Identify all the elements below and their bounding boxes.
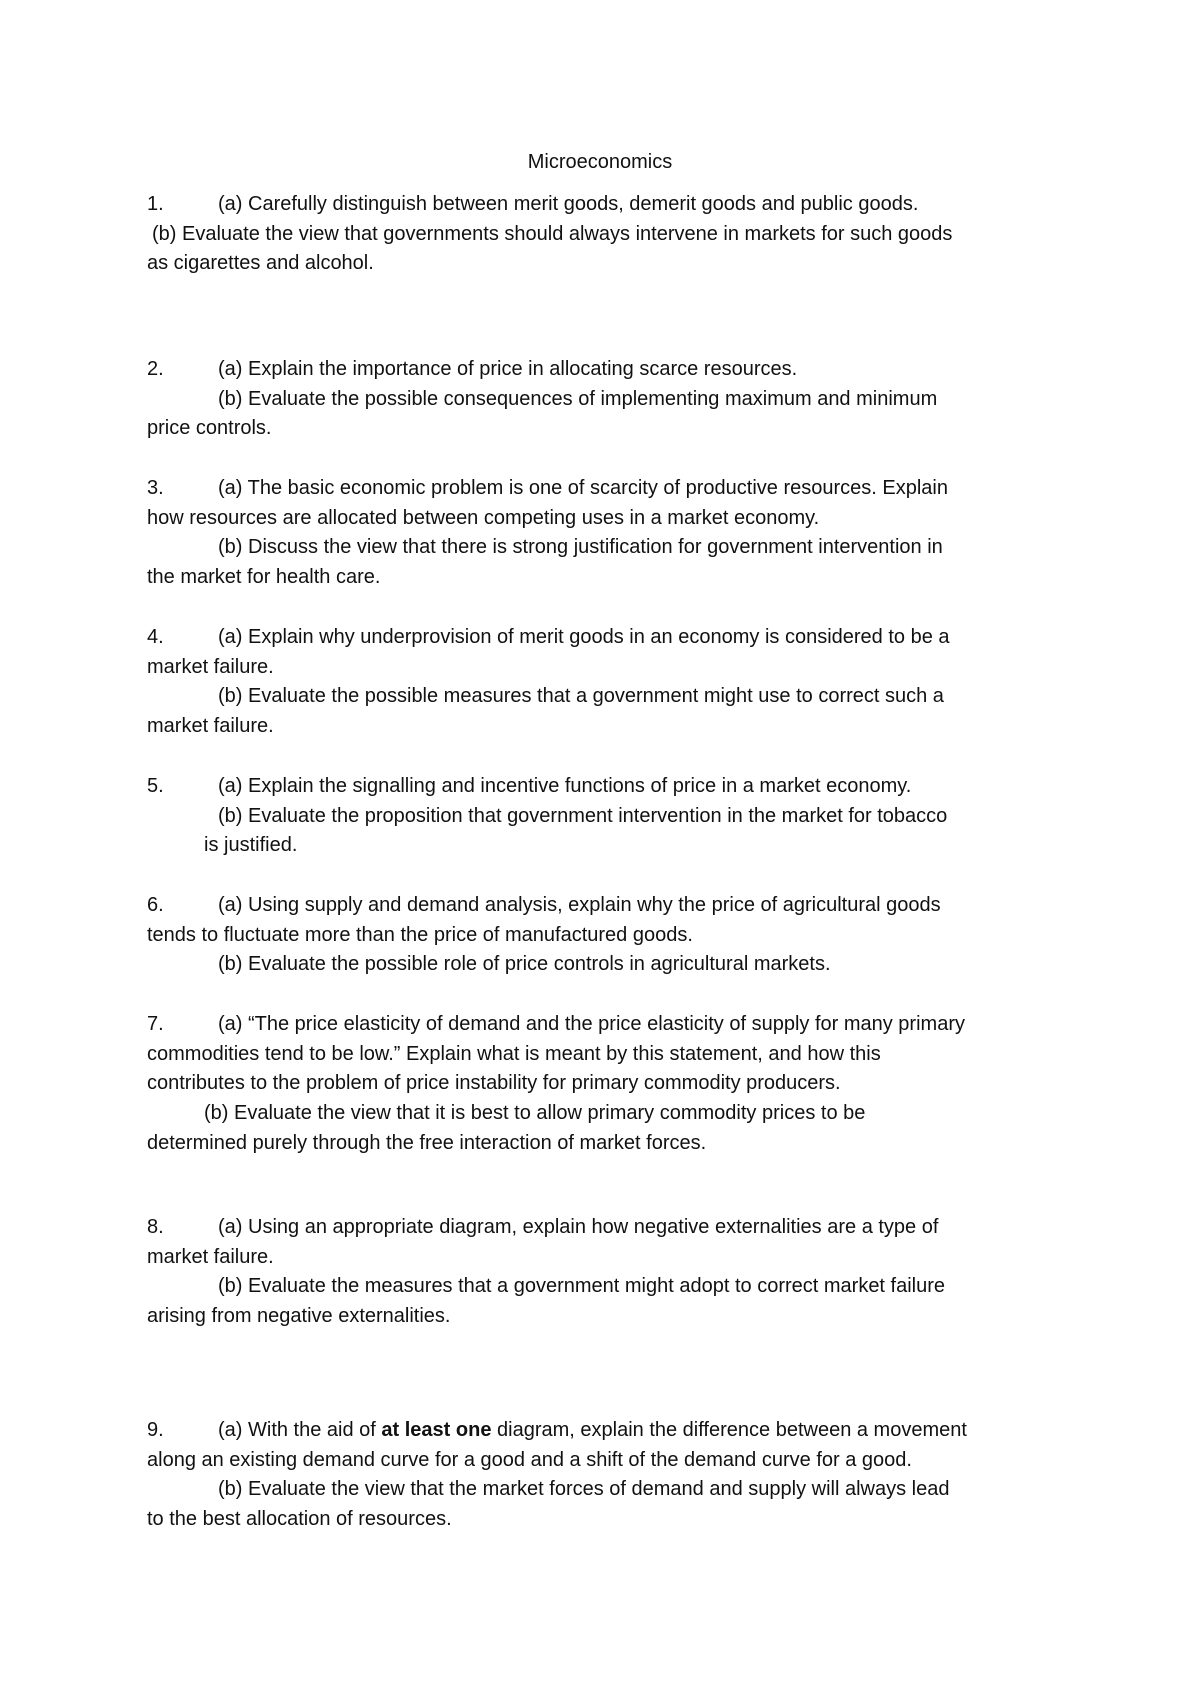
question-part-a-cont: market failure. (147, 655, 274, 678)
question-part-b-cont: price controls. (147, 417, 272, 440)
question-number: 6. (147, 894, 164, 916)
question-number: 9. (147, 1419, 164, 1441)
question-8 (147, 1213, 1077, 1332)
question-part-a: (a) Explain the importance of price in allocating scarce resources. (218, 358, 798, 380)
question-part-a-cont: how resources are allocated between competing uses in a market economy. (147, 506, 820, 529)
question-number: 8. (147, 1216, 164, 1238)
question-number: 2. (147, 358, 164, 380)
question-part-b-cont: determined purely through the free interaction of market forces. (147, 1131, 707, 1154)
question-part-a-cont: commodities tend to be low.” Explain what is meant by this statement, and how this (147, 1042, 881, 1065)
bold-emphasis: at least one (381, 1419, 492, 1441)
question-part-b-cont: market failure. (147, 715, 274, 738)
question-part-a: (a) Using an appropriate diagram, explain how negative externalities are a type of (218, 1216, 939, 1238)
question-number: 5. (147, 775, 164, 797)
question-part-b-cont: arising from negative externalities. (147, 1305, 451, 1328)
question-part-b: (b) Evaluate the possible measures that a government might use to correct such a (218, 685, 944, 708)
question-part-a: (a) Explain why underprovision of merit goods in an economy is considered to be a (218, 626, 950, 648)
question-part-a: (a) With the aid of at least one diagram, explain the difference between a movement (218, 1419, 967, 1441)
question-number: 7. (147, 1013, 164, 1035)
question-part-a-cont: along an existing demand curve for a good and a shift of the demand curve for a good. (147, 1448, 912, 1471)
question-part-a-cont: market failure. (147, 1245, 274, 1268)
question-7 (147, 1010, 1077, 1159)
question-4 (147, 623, 1077, 742)
question-part-b: (b) Evaluate the possible role of price controls in agricultural markets. (218, 953, 831, 976)
question-part-a: (a) The basic economic problem is one of scarcity of productive resources. Explain (218, 477, 948, 499)
question-part-a: (a) Using supply and demand analysis, explain why the price of agricultural goods (218, 894, 941, 916)
question-2 (147, 355, 1077, 444)
question-number: 4. (147, 626, 164, 648)
question-number: 3. (147, 477, 164, 499)
question-number: 1. (147, 193, 164, 215)
question-part-b: (b) Evaluate the proposition that government intervention in the market for tobacco (218, 804, 948, 827)
question-part-b: (b) Evaluate the view that the market forces of demand and supply will always lead (218, 1478, 950, 1501)
page-title: Microeconomics (527, 151, 673, 173)
question-part-a: (a) Explain the signalling and incentive functions of price in a market economy. (218, 775, 912, 797)
question-1 (147, 190, 1077, 279)
question-9 (147, 1416, 1077, 1535)
question-3 (147, 474, 1077, 593)
question-6 (147, 891, 1077, 980)
question-part-b: (b) Evaluate the view that it is best to allow primary commodity prices to be (204, 1102, 866, 1125)
question-part-a-cont: tends to fluctuate more than the price of manufactured goods. (147, 923, 693, 946)
question-part-a-cont: contributes to the problem of price instability for primary commodity producers. (147, 1072, 841, 1095)
question-5 (147, 772, 1077, 861)
question-part-b: (b) Evaluate the view that governments should always intervene in markets for such goods (152, 222, 953, 245)
question-part-b: (b) Discuss the view that there is strong justification for government intervention in (218, 536, 943, 559)
question-part-b: (b) Evaluate the possible consequences of implementing maximum and minimum (218, 387, 938, 410)
question-part-a: (a) Carefully distinguish between merit goods, demerit goods and public goods. (218, 193, 919, 215)
question-part-b-cont: to the best allocation of resources. (147, 1508, 452, 1531)
question-part-b-cont: the market for health care. (147, 566, 381, 589)
question-part-b-cont: as cigarettes and alcohol. (147, 252, 374, 275)
question-part-b-cont: is justified. (204, 834, 298, 857)
question-part-a: (a) “The price elasticity of demand and the price elasticity of supply for many primary (218, 1013, 965, 1035)
question-part-b: (b) Evaluate the measures that a government might adopt to correct market failure (218, 1275, 946, 1298)
